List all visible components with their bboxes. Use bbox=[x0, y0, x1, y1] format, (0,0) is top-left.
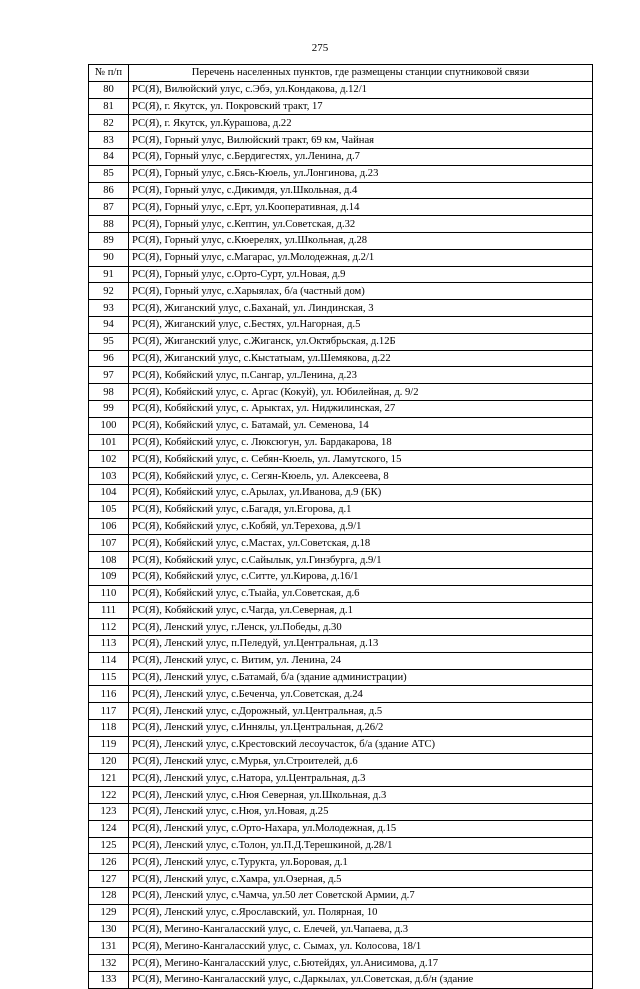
row-location: РС(Я), Кобяйский улус, с. Люксюгун, ул. Бардакарова, 18 bbox=[129, 434, 593, 451]
table-row bbox=[89, 501, 593, 518]
row-number: 101 bbox=[89, 434, 129, 451]
table-row bbox=[89, 81, 593, 98]
row-location: РС(Я), Ленский улус, с.Нюя, ул.Новая, д.25 bbox=[129, 804, 593, 821]
table-body bbox=[89, 81, 593, 988]
table-row bbox=[89, 216, 593, 233]
table-row bbox=[89, 787, 593, 804]
row-location: РС(Я), Ленский улус, с.Чамча, ул.50 лет Советской Армии, д.7 bbox=[129, 888, 593, 905]
row-location: РС(Я), Кобяйский улус, с.Тыайа, ул.Советская, д.6 bbox=[129, 585, 593, 602]
table-header-row bbox=[89, 65, 593, 82]
row-number: 85 bbox=[89, 165, 129, 182]
row-location: РС(Я), Горный улус, с.Ерт, ул.Кооперативная, д.14 bbox=[129, 199, 593, 216]
row-number: 105 bbox=[89, 501, 129, 518]
row-location: РС(Я), Горный улус, с.Дикимдя, ул.Школьная, д.4 bbox=[129, 182, 593, 199]
row-location: РС(Я), Мегино-Кангаласский улус, с. Сымах, ул. Колосова, 18/1 bbox=[129, 938, 593, 955]
row-location: РС(Я), Мегино-Кангаласский улус, с.Бютейдях, ул.Анисимова, д.17 bbox=[129, 955, 593, 972]
table-row bbox=[89, 888, 593, 905]
row-location: РС(Я), Кобяйский улус, с.Мастах, ул.Советская, д.18 bbox=[129, 535, 593, 552]
table-row bbox=[89, 552, 593, 569]
row-number: 102 bbox=[89, 451, 129, 468]
table-row bbox=[89, 736, 593, 753]
row-number: 87 bbox=[89, 199, 129, 216]
row-number: 121 bbox=[89, 770, 129, 787]
row-number: 132 bbox=[89, 955, 129, 972]
row-number: 124 bbox=[89, 820, 129, 837]
row-location: РС(Я), Кобяйский улус, с.Кобяй, ул.Терехова, д.9/1 bbox=[129, 518, 593, 535]
row-number: 108 bbox=[89, 552, 129, 569]
row-number: 128 bbox=[89, 888, 129, 905]
header-number: № п/п bbox=[89, 65, 129, 82]
table-row bbox=[89, 921, 593, 938]
table-row bbox=[89, 165, 593, 182]
row-location: РС(Я), Кобяйский улус, с. Батамай, ул. Семенова, 14 bbox=[129, 417, 593, 434]
table-row bbox=[89, 333, 593, 350]
row-location: РС(Я), Кобяйский улус, с. Сегян-Кюель, ул. Алексеева, 8 bbox=[129, 468, 593, 485]
table-row bbox=[89, 720, 593, 737]
row-location: РС(Я), Жиганский улус, с.Жиганск, ул.Октябрьская, д.12Б bbox=[129, 333, 593, 350]
row-location: РС(Я), Жиганский улус, с.Кыстатыам, ул.Шемякова, д.22 bbox=[129, 350, 593, 367]
table-row bbox=[89, 652, 593, 669]
row-location: РС(Я), Ленский улус, с.Толон, ул.П.Д.Терешкиной, д.28/1 bbox=[129, 837, 593, 854]
table-row bbox=[89, 350, 593, 367]
table-row bbox=[89, 199, 593, 216]
table-row bbox=[89, 384, 593, 401]
stations-table bbox=[88, 64, 593, 989]
row-location: РС(Я), Жиганский улус, с.Баханай, ул. Линдинская, 3 bbox=[129, 300, 593, 317]
row-location: РС(Я), Ленский улус, с. Витим, ул. Ленина, 24 bbox=[129, 652, 593, 669]
row-location: РС(Я), Кобяйский улус, с.Ситте, ул.Кирова, д.16/1 bbox=[129, 568, 593, 585]
row-location: РС(Я), Ленский улус, с.Крестовский лесоучасток, б/а (здание АТС) bbox=[129, 736, 593, 753]
table-row bbox=[89, 518, 593, 535]
row-number: 103 bbox=[89, 468, 129, 485]
row-number: 98 bbox=[89, 384, 129, 401]
table-row bbox=[89, 636, 593, 653]
table-row bbox=[89, 535, 593, 552]
table-row bbox=[89, 770, 593, 787]
table-row bbox=[89, 417, 593, 434]
table-row bbox=[89, 938, 593, 955]
row-number: 120 bbox=[89, 753, 129, 770]
row-number: 91 bbox=[89, 266, 129, 283]
table-row bbox=[89, 300, 593, 317]
row-number: 88 bbox=[89, 216, 129, 233]
row-number: 93 bbox=[89, 300, 129, 317]
row-number: 115 bbox=[89, 669, 129, 686]
table-row bbox=[89, 283, 593, 300]
table-row bbox=[89, 266, 593, 283]
row-number: 130 bbox=[89, 921, 129, 938]
table-row bbox=[89, 804, 593, 821]
row-number: 116 bbox=[89, 686, 129, 703]
row-location: РС(Я), Кобяйский улус, с. Арыктах, ул. Ниджилинская, 27 bbox=[129, 400, 593, 417]
table-row bbox=[89, 686, 593, 703]
table-row bbox=[89, 753, 593, 770]
table-row bbox=[89, 249, 593, 266]
row-number: 96 bbox=[89, 350, 129, 367]
row-number: 119 bbox=[89, 736, 129, 753]
row-number: 100 bbox=[89, 417, 129, 434]
table-row bbox=[89, 400, 593, 417]
row-number: 107 bbox=[89, 535, 129, 552]
row-location: РС(Я), Горный улус, с.Харыялах, б/а (частный дом) bbox=[129, 283, 593, 300]
row-location: РС(Я), Ленский улус, с.Ярославский, ул. Полярная, 10 bbox=[129, 904, 593, 921]
row-number: 109 bbox=[89, 568, 129, 585]
row-location: РС(Я), Кобяйский улус, с. Аргас (Кокуй), ул. Юбилейная, д. 9/2 bbox=[129, 384, 593, 401]
row-number: 80 bbox=[89, 81, 129, 98]
row-number: 131 bbox=[89, 938, 129, 955]
row-number: 82 bbox=[89, 115, 129, 132]
table-row bbox=[89, 972, 593, 989]
row-location: РС(Я), Горный улус, с.Бясь-Кюель, ул.Лонгинова, д.23 bbox=[129, 165, 593, 182]
table-row bbox=[89, 484, 593, 501]
table-row bbox=[89, 837, 593, 854]
row-location: РС(Я), Мегино-Кангаласский улус, с.Даркылах, ул.Советская, д.б/н (здание bbox=[129, 972, 593, 989]
row-number: 110 bbox=[89, 585, 129, 602]
page-number: 275 bbox=[311, 42, 329, 54]
row-location: РС(Я), Горный улус, Вилюйский тракт, 69 км, Чайная bbox=[129, 132, 593, 149]
table-row bbox=[89, 468, 593, 485]
row-location: РС(Я), Кобяйский улус, с.Багадя, ул.Егорова, д.1 bbox=[129, 501, 593, 518]
table-row bbox=[89, 367, 593, 384]
table-row bbox=[89, 904, 593, 921]
table-row bbox=[89, 955, 593, 972]
row-location: РС(Я), Горный улус, с.Кюерелях, ул.Школьная, д.28 bbox=[129, 232, 593, 249]
row-location: РС(Я), Вилюйский улус, с.Эбэ, ул.Кондакова, д.12/1 bbox=[129, 81, 593, 98]
row-location: РС(Я), Ленский улус, с.Иннялы, ул.Центральная, д.26/2 bbox=[129, 720, 593, 737]
table-row bbox=[89, 98, 593, 115]
row-number: 126 bbox=[89, 854, 129, 871]
table-row bbox=[89, 316, 593, 333]
table-row bbox=[89, 451, 593, 468]
table-row bbox=[89, 871, 593, 888]
row-number: 99 bbox=[89, 400, 129, 417]
table-row bbox=[89, 703, 593, 720]
row-number: 97 bbox=[89, 367, 129, 384]
row-number: 125 bbox=[89, 837, 129, 854]
table-row bbox=[89, 820, 593, 837]
row-number: 94 bbox=[89, 316, 129, 333]
table-row bbox=[89, 669, 593, 686]
row-number: 89 bbox=[89, 232, 129, 249]
table-row bbox=[89, 232, 593, 249]
row-location: РС(Я), Ленский улус, с.Батамай, б/а (здание администрации) bbox=[129, 669, 593, 686]
row-location: РС(Я), Горный улус, с.Орто-Сурт, ул.Новая, д.9 bbox=[129, 266, 593, 283]
table-row bbox=[89, 115, 593, 132]
row-location: РС(Я), Кобяйский улус, с.Чагда, ул.Северная, д.1 bbox=[129, 602, 593, 619]
row-location: РС(Я), Ленский улус, с.Нюя Северная, ул.Школьная, д.3 bbox=[129, 787, 593, 804]
row-location: РС(Я), Кобяйский улус, с.Арылах, ул.Иванова, д.9 (БК) bbox=[129, 484, 593, 501]
row-location: РС(Я), Горный улус, с.Бердигестях, ул.Ленина, д.7 bbox=[129, 148, 593, 165]
table-row bbox=[89, 602, 593, 619]
table-row bbox=[89, 148, 593, 165]
header-locations: Перечень населенных пунктов, где размещены станции спутниковой связи bbox=[129, 65, 593, 82]
row-number: 129 bbox=[89, 904, 129, 921]
table-row bbox=[89, 182, 593, 199]
row-location: РС(Я), Ленский улус, п.Пеледуй, ул.Центральная, д.13 bbox=[129, 636, 593, 653]
row-location: РС(Я), Кобяйский улус, с.Сайылык, ул.Гинзбурга, д.9/1 bbox=[129, 552, 593, 569]
row-location: РС(Я), Жиганский улус, с.Бестях, ул.Нагорная, д.5 bbox=[129, 316, 593, 333]
row-location: РС(Я), Горный улус, с.Магарас, ул.Молодежная, д.2/1 bbox=[129, 249, 593, 266]
table-row bbox=[89, 434, 593, 451]
row-number: 123 bbox=[89, 804, 129, 821]
row-number: 111 bbox=[89, 602, 129, 619]
row-location: РС(Я), Ленский улус, с.Турукта, ул.Боровая, д.1 bbox=[129, 854, 593, 871]
row-location: РС(Я), Ленский улус, с.Натора, ул.Центральная, д.3 bbox=[129, 770, 593, 787]
row-location: РС(Я), Ленский улус, с.Беченча, ул.Советская, д.24 bbox=[129, 686, 593, 703]
row-number: 133 bbox=[89, 972, 129, 989]
table-row bbox=[89, 132, 593, 149]
row-number: 90 bbox=[89, 249, 129, 266]
row-number: 106 bbox=[89, 518, 129, 535]
row-number: 118 bbox=[89, 720, 129, 737]
row-number: 84 bbox=[89, 148, 129, 165]
row-number: 104 bbox=[89, 484, 129, 501]
row-number: 127 bbox=[89, 871, 129, 888]
table-row bbox=[89, 568, 593, 585]
row-location: РС(Я), Кобяйский улус, п.Сангар, ул.Ленина, д.23 bbox=[129, 367, 593, 384]
row-number: 81 bbox=[89, 98, 129, 115]
table-row bbox=[89, 585, 593, 602]
row-location: РС(Я), Мегино-Кангаласский улус, с. Елечей, ул.Чапаева, д.3 bbox=[129, 921, 593, 938]
row-location: РС(Я), Ленский улус, г.Ленск, ул.Победы, д.30 bbox=[129, 619, 593, 636]
table-row bbox=[89, 854, 593, 871]
row-number: 83 bbox=[89, 132, 129, 149]
row-number: 112 bbox=[89, 619, 129, 636]
row-number: 122 bbox=[89, 787, 129, 804]
row-location: РС(Я), Ленский улус, с.Дорожный, ул.Центральная, д.5 bbox=[129, 703, 593, 720]
table-row bbox=[89, 619, 593, 636]
row-location: РС(Я), Ленский улус, с.Хамра, ул.Озерная, д.5 bbox=[129, 871, 593, 888]
row-number: 92 bbox=[89, 283, 129, 300]
row-number: 95 bbox=[89, 333, 129, 350]
row-number: 86 bbox=[89, 182, 129, 199]
row-number: 114 bbox=[89, 652, 129, 669]
row-number: 113 bbox=[89, 636, 129, 653]
row-location: РС(Я), Горный улус, с.Кептин, ул.Советская, д.32 bbox=[129, 216, 593, 233]
row-location: РС(Я), Кобяйский улус, с. Себян-Кюель, ул. Ламутского, 15 bbox=[129, 451, 593, 468]
row-number: 117 bbox=[89, 703, 129, 720]
row-location: РС(Я), Ленский улус, с.Орто-Нахара, ул.Молодежная, д.15 bbox=[129, 820, 593, 837]
row-location: РС(Я), г. Якутск, ул. Покровский тракт, 17 bbox=[129, 98, 593, 115]
row-location: РС(Я), Ленский улус, с.Мурья, ул.Строителей, д.6 bbox=[129, 753, 593, 770]
row-location: РС(Я), г. Якутск, ул.Курашова, д.22 bbox=[129, 115, 593, 132]
